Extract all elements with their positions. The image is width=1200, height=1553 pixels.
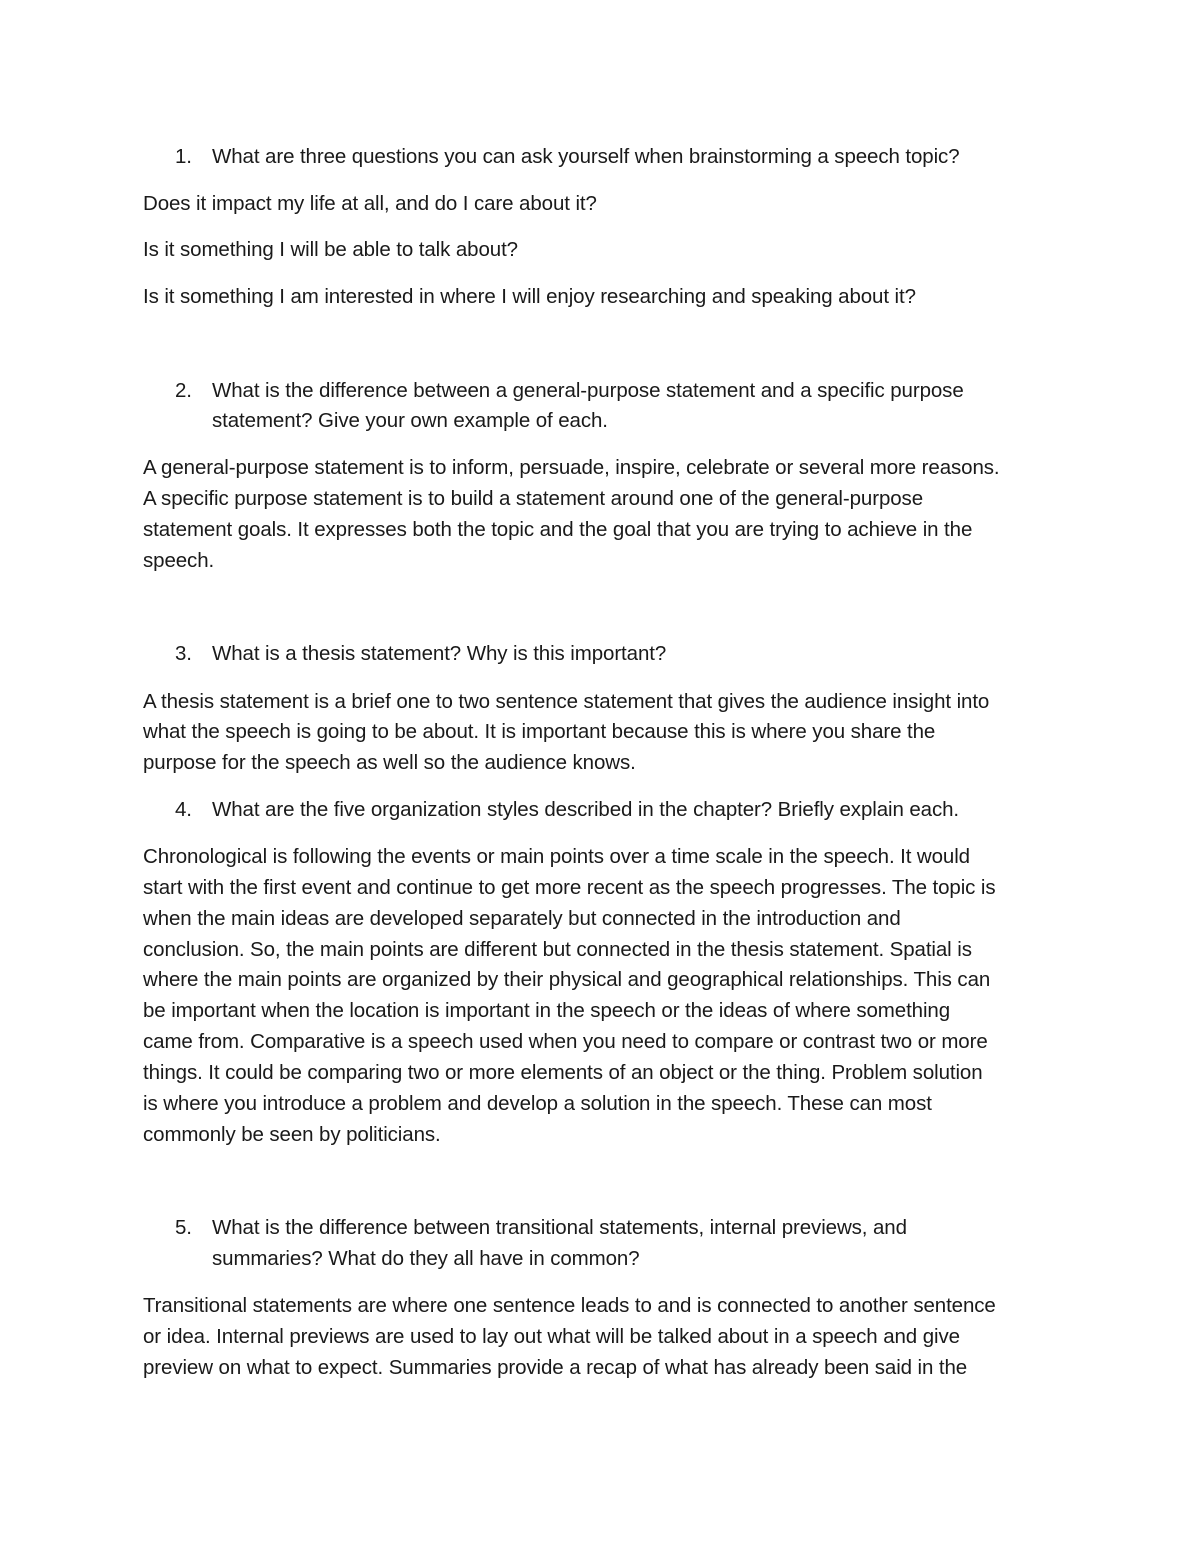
question-text: summaries? What do they all have in common? bbox=[212, 1247, 640, 1270]
question-2-continued bbox=[175, 405, 608, 436]
answer-line: speech. bbox=[143, 549, 215, 572]
answer-line: when the main ideas are developed separately but connected in the introduction and bbox=[143, 907, 901, 930]
answer-line: start with the first event and continue to get more recent as the speech progresses. The topic is bbox=[143, 876, 996, 899]
question-1 bbox=[175, 141, 960, 172]
answer-line: statement goals. It expresses both the topic and the goal that you are trying to achieve in the bbox=[143, 518, 973, 541]
answer-line: things. It could be comparing two or more elements of an object or the thing. Problem solution bbox=[143, 1061, 983, 1084]
question-text: statement? Give your own example of each. bbox=[212, 409, 608, 432]
question-number: 2. bbox=[175, 379, 192, 402]
answer-line: preview on what to expect. Summaries provide a recap of what has already been said in the bbox=[143, 1356, 968, 1379]
answer-line: Does it impact my life at all, and do I care about it? bbox=[143, 192, 597, 215]
answer-line: where the main points are organized by their physical and geographical relationships. This can bbox=[143, 968, 991, 991]
answer-line: Is it something I will be able to talk about? bbox=[143, 238, 518, 261]
question-5 bbox=[175, 1212, 907, 1243]
question-text: What are the five organization styles described in the chapter? Briefly explain each. bbox=[212, 798, 959, 821]
answer-line: what the speech is going to be about. It is important because this is where you share the bbox=[143, 720, 936, 743]
question-number: 4. bbox=[175, 798, 192, 821]
question-text: What are three questions you can ask yourself when brainstorming a speech topic? bbox=[212, 145, 960, 168]
question-text: What is the difference between a general-purpose statement and a specific purpose bbox=[212, 379, 964, 402]
question-number: 5. bbox=[175, 1216, 192, 1239]
question-3 bbox=[175, 638, 666, 669]
answer-line: A general-purpose statement is to inform, persuade, inspire, celebrate or several more reasons. bbox=[143, 456, 1000, 479]
question-number: 3. bbox=[175, 642, 192, 665]
question-5-continued bbox=[175, 1243, 640, 1274]
answer-line: Transitional statements are where one sentence leads to and is connected to another sentence bbox=[143, 1294, 996, 1317]
answer-line: Chronological is following the events or main points over a time scale in the speech. It would bbox=[143, 845, 970, 868]
answer-line: conclusion. So, the main points are different but connected in the thesis statement. Spatial is bbox=[143, 938, 972, 961]
answer-line: purpose for the speech as well so the audience knows. bbox=[143, 751, 636, 774]
answer-line: came from. Comparative is a speech used when you need to compare or contrast two or more bbox=[143, 1030, 988, 1053]
answer-line: A thesis statement is a brief one to two sentence statement that gives the audience insight into bbox=[143, 690, 990, 713]
answer-line: be important when the location is important in the speech or the ideas of where something bbox=[143, 999, 951, 1022]
question-4 bbox=[175, 794, 959, 825]
question-2 bbox=[175, 375, 964, 406]
answer-line: or idea. Internal previews are used to lay out what will be talked about in a speech and give bbox=[143, 1325, 960, 1348]
question-text: What is a thesis statement? Why is this important? bbox=[212, 642, 667, 665]
answer-line: is where you introduce a problem and develop a solution in the speech. These can most bbox=[143, 1092, 932, 1115]
answer-line: commonly be seen by politicians. bbox=[143, 1123, 441, 1146]
answer-line: Is it something I am interested in where I will enjoy researching and speaking about it? bbox=[143, 285, 916, 308]
question-number: 1. bbox=[175, 145, 192, 168]
answer-line: A specific purpose statement is to build a statement around one of the general-purpose bbox=[143, 487, 924, 510]
question-text: What is the difference between transitional statements, internal previews, and bbox=[212, 1216, 907, 1239]
